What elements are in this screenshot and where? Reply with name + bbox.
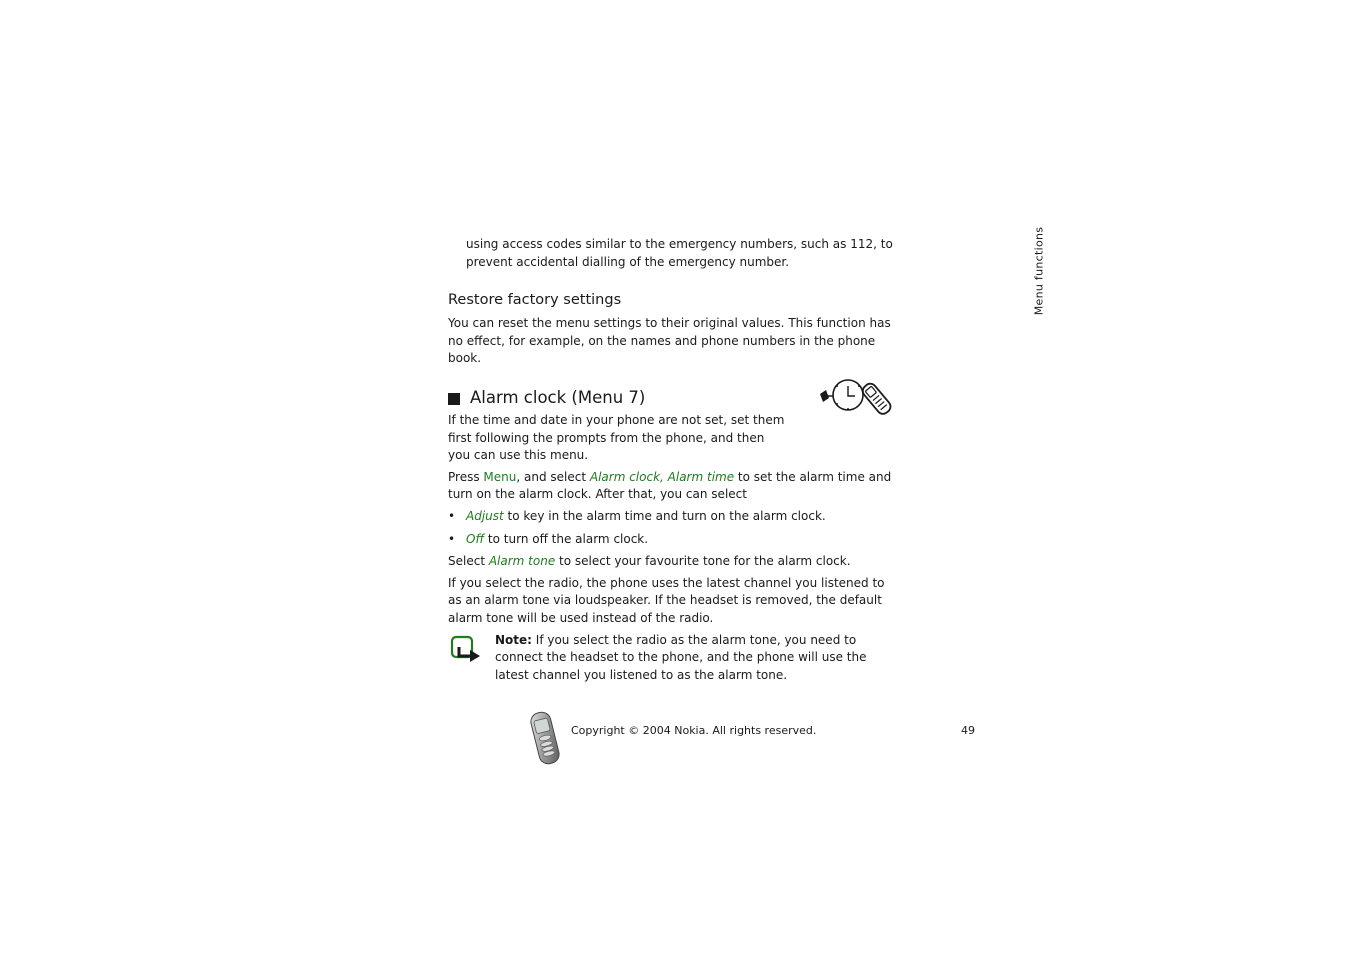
off-text: to turn off the alarm clock. [484, 531, 649, 546]
option-separator: , [660, 469, 668, 484]
alarm-intro: If the time and date in your phone are not set, set them first following the prompts from the phone, and then you can use this menu. [448, 412, 785, 463]
press-text-3: to set the alarm time and turn on the alarm clock. After that, you can select [448, 469, 892, 502]
select-paragraph [448, 553, 900, 571]
note-icon [450, 635, 486, 663]
alarm-heading: Alarm clock (Menu 7) [470, 387, 646, 407]
section-square-icon [448, 393, 460, 405]
bullet-icon: • [448, 508, 456, 523]
alarm-tone-option: Alarm tone [488, 554, 556, 569]
press-text-2: , and select [516, 469, 590, 484]
radio-paragraph: If you select the radio, the phone uses the latest channel you listened to as an alarm tone via loudspeaker. If the headset is removed, the default alarm tone will be used instead of the radio. [448, 575, 885, 625]
page-number: 49 [961, 724, 975, 737]
alarm-clock-option: Alarm clock [589, 469, 661, 484]
nokia-phone-icon [526, 710, 564, 766]
adjust-text: to key in the alarm time and turn on the alarm clock. [503, 508, 826, 523]
restore-body: You can reset the menu settings to their original values. This function has no effect, for example, on the names and phone numbers in the phone book. [448, 316, 891, 366]
bullet-icon: • [448, 531, 456, 546]
alarm-clock-phone-icon [818, 376, 894, 418]
note-block [448, 632, 900, 685]
off-option: Off [466, 531, 485, 546]
page-footer [526, 710, 976, 766]
page-content [448, 236, 900, 684]
note-label: Note: [495, 632, 532, 647]
copyright-text: Copyright © 2004 Nokia. All rights reserved. [571, 724, 817, 737]
press-paragraph [448, 469, 900, 504]
menu-key-label: Menu [483, 469, 517, 484]
side-tab [1031, 226, 1047, 316]
select-text-2: to select your favourite tone for the alarm clock. [555, 554, 851, 569]
press-text-1: Press [448, 469, 484, 484]
side-tab-label: Menu functions [1032, 226, 1046, 316]
list-item-off [448, 531, 900, 549]
alarm-time-option: Alarm time [667, 469, 735, 484]
adjust-option: Adjust [466, 508, 504, 523]
continuation-paragraph: using access codes similar to the emergency numbers, such as 112, to prevent accidental dialling of the emergency number. [466, 237, 893, 269]
options-list [448, 508, 900, 548]
restore-heading: Restore factory settings [448, 292, 622, 309]
select-text-1: Select [448, 554, 489, 569]
list-item-adjust [448, 508, 900, 526]
note-text: If you select the radio as the alarm tone, you need to connect the headset to the phone, and the phone will use the latest channel you listened to as the alarm tone. [495, 632, 867, 682]
note-paragraph [495, 632, 900, 685]
